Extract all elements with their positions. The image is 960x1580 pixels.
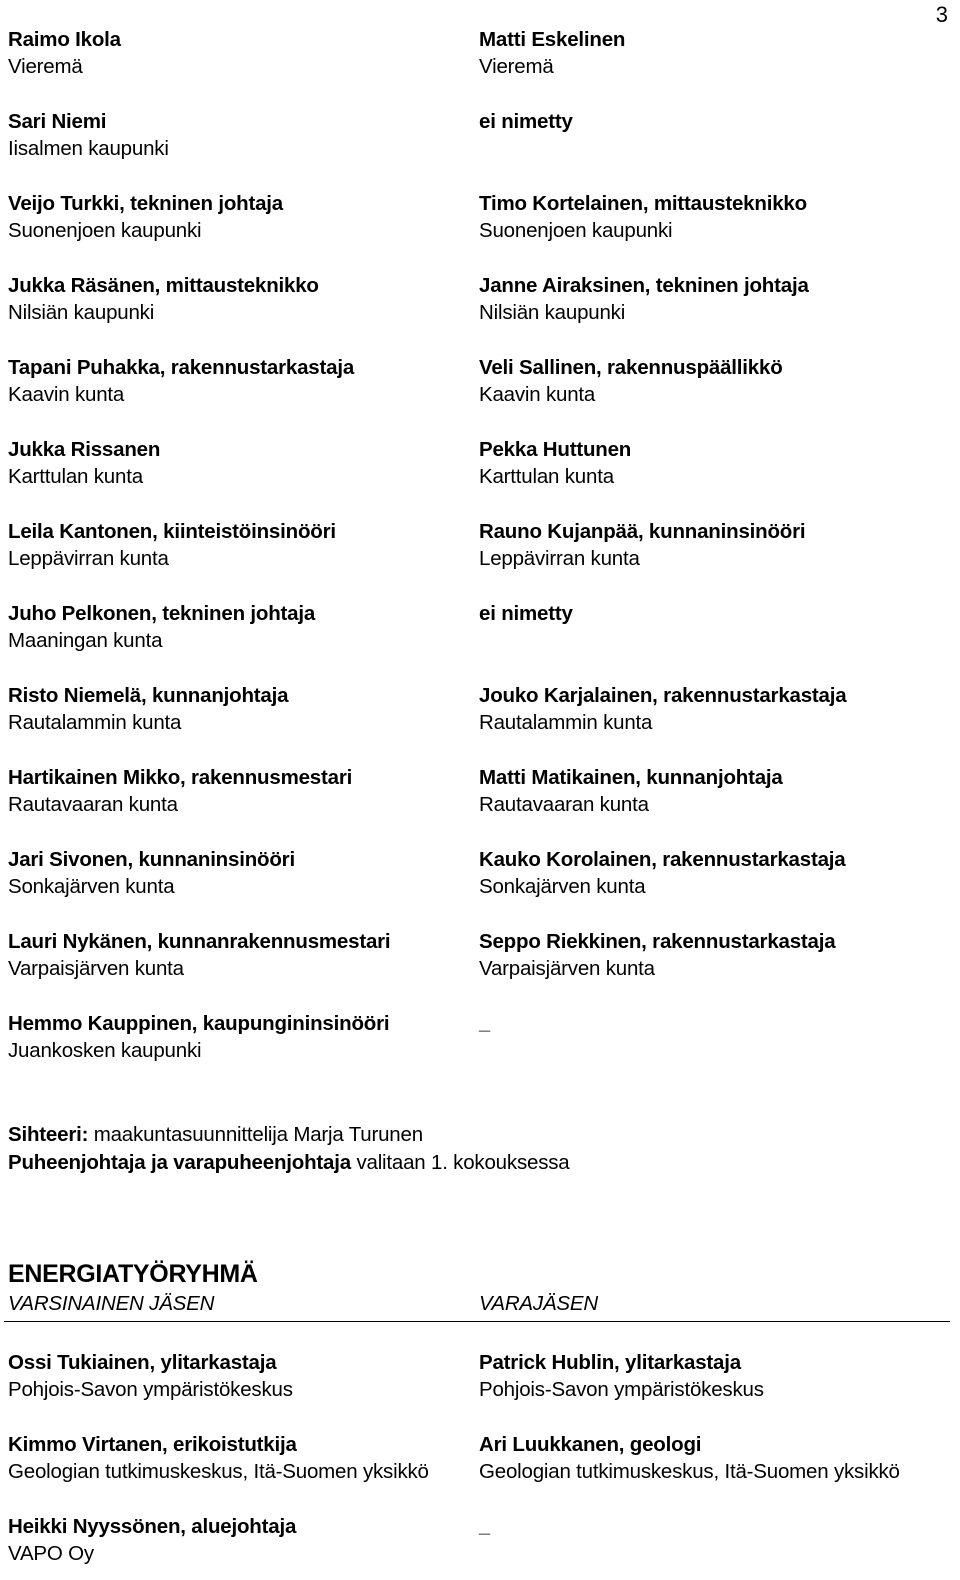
member-name: Janne Airaksinen, tekninen johtaja [479, 274, 809, 297]
member-entry [8, 518, 473, 572]
member-entry [8, 846, 473, 900]
member-entry [479, 436, 944, 490]
member-entry [479, 518, 944, 572]
section-title: ENERGIATYÖRYHMÄ [8, 1260, 258, 1288]
secretary-line [8, 1121, 570, 1149]
member-name: Ari Luukkanen, geologi [479, 1433, 702, 1456]
member-organization: Rautalammin kunta [479, 711, 653, 734]
member-entry [479, 1349, 944, 1403]
member-name: ei nimetty [479, 110, 573, 133]
member-organization: Maaningan kunta [8, 629, 163, 652]
member-name: Hartikainen Mikko, rakennusmestari [8, 766, 353, 789]
member-organization: Geologian tutkimuskeskus, Itä-Suomen yksikkö [479, 1460, 900, 1483]
member-name: Jukka Räsänen, mittausteknikko [8, 274, 319, 297]
member-name: _ [479, 1515, 490, 1537]
member-organization: Kaavin kunta [479, 383, 596, 406]
member-name: Matti Matikainen, kunnanjohtaja [479, 766, 783, 789]
member-entry [479, 1431, 944, 1485]
member-entry [479, 190, 944, 244]
member-name: Veijo Turkki, tekninen johtaja [8, 192, 283, 215]
member-organization: VAPO Oy [8, 1542, 94, 1565]
member-organization: Kaavin kunta [8, 383, 125, 406]
secretary-text: maakuntasuunnittelija Marja Turunen [93, 1123, 423, 1146]
member-organization: Iisalmen kaupunki [8, 137, 169, 160]
secretary-block [8, 1121, 570, 1177]
member-organization: Sonkajärven kunta [479, 875, 646, 898]
member-name: Seppo Riekkinen, rakennustarkastaja [479, 930, 836, 953]
member-entry [8, 1349, 473, 1403]
member-entry [8, 272, 473, 326]
member-entry [8, 436, 473, 490]
member-name: Leila Kantonen, kiinteistöinsinööri [8, 520, 336, 543]
member-organization: Rautavaaran kunta [8, 793, 178, 816]
member-name: Timo Kortelainen, mittausteknikko [479, 192, 807, 215]
chair-text: valitaan 1. kokouksessa [356, 1151, 570, 1174]
member-entry [8, 354, 473, 408]
member-organization: Rautavaaran kunta [479, 793, 649, 816]
member-name: Risto Niemelä, kunnanjohtaja [8, 684, 289, 707]
page-number: 3 [935, 2, 948, 27]
member-entry [479, 600, 944, 627]
member-entry [479, 928, 944, 982]
member-organization: Pohjois-Savon ympäristökeskus [8, 1378, 293, 1401]
member-entry [8, 1010, 473, 1064]
member-organization: Nilsiän kaupunki [479, 301, 626, 324]
member-organization: Leppävirran kunta [479, 547, 640, 570]
member-name: Matti Eskelinen [479, 28, 626, 51]
member-organization: Varpaisjärven kunta [8, 957, 184, 980]
member-name: Veli Sallinen, rakennuspäällikkö [479, 356, 783, 379]
members-heading: VARSINAINEN JÄSEN [8, 1292, 215, 1315]
chair-label: Puheenjohtaja ja varapuheenjohtaja [8, 1151, 351, 1174]
member-entry [8, 26, 473, 80]
member-entry [479, 272, 944, 326]
member-entry [8, 600, 473, 654]
member-name: Tapani Puhakka, rakennustarkastaja [8, 356, 355, 379]
member-entry [8, 108, 473, 162]
member-name: Lauri Nykänen, kunnanrakennusmestari [8, 930, 391, 953]
member-organization: Sonkajärven kunta [8, 875, 175, 898]
member-entry [479, 108, 944, 135]
member-organization: Karttulan kunta [479, 465, 614, 488]
member-entry [479, 354, 944, 408]
member-name: Hemmo Kauppinen, kaupungininsinööri [8, 1012, 390, 1035]
member-name: _ [479, 1012, 490, 1034]
member-name: Raimo Ikola [8, 28, 121, 51]
member-name: ei nimetty [479, 602, 573, 625]
member-entry [8, 928, 473, 982]
member-entry [479, 1513, 944, 1540]
member-entry [8, 682, 473, 736]
member-organization: Nilsiän kaupunki [8, 301, 155, 324]
deputies-heading: VARAJÄSEN [479, 1292, 598, 1315]
member-entry [479, 846, 944, 900]
secretary-label: Sihteeri: [8, 1123, 89, 1146]
member-organization: Leppävirran kunta [8, 547, 169, 570]
member-organization: Suonenjoen kaupunki [479, 219, 673, 242]
member-organization: Rautalammin kunta [8, 711, 182, 734]
chair-line [8, 1149, 570, 1177]
member-name: Jouko Karjalainen, rakennustarkastaja [479, 684, 847, 707]
member-name: Heikki Nyyssönen, aluejohtaja [8, 1515, 297, 1538]
member-name: Ossi Tukiainen, ylitarkastaja [8, 1351, 277, 1374]
member-entry [479, 26, 944, 80]
member-entry [479, 1010, 944, 1037]
member-name: Juho Pelkonen, tekninen johtaja [8, 602, 316, 625]
member-organization: Juankosken kaupunki [8, 1039, 202, 1062]
member-entry [479, 682, 944, 736]
heading-rule [4, 1321, 950, 1322]
member-organization: Varpaisjärven kunta [479, 957, 655, 980]
member-entry [8, 764, 473, 818]
member-organization: Karttulan kunta [8, 465, 143, 488]
member-organization: Suonenjoen kaupunki [8, 219, 202, 242]
member-organization: Vieremä [479, 55, 554, 78]
member-entry [8, 1431, 473, 1485]
member-name: Patrick Hublin, ylitarkastaja [479, 1351, 741, 1374]
member-entry [8, 190, 473, 244]
member-organization: Pohjois-Savon ympäristökeskus [479, 1378, 764, 1401]
member-organization: Geologian tutkimuskeskus, Itä-Suomen yksikkö [8, 1460, 429, 1483]
member-entry [479, 764, 944, 818]
member-entry [8, 1513, 473, 1567]
member-name: Rauno Kujanpää, kunnaninsinööri [479, 520, 806, 543]
member-organization: Vieremä [8, 55, 83, 78]
member-name: Pekka Huttunen [479, 438, 632, 461]
member-name: Kauko Korolainen, rakennustarkastaja [479, 848, 846, 871]
member-name: Jukka Rissanen [8, 438, 161, 461]
member-name: Sari Niemi [8, 110, 107, 133]
member-name: Kimmo Virtanen, erikoistutkija [8, 1433, 297, 1456]
member-name: Jari Sivonen, kunnaninsinööri [8, 848, 295, 871]
